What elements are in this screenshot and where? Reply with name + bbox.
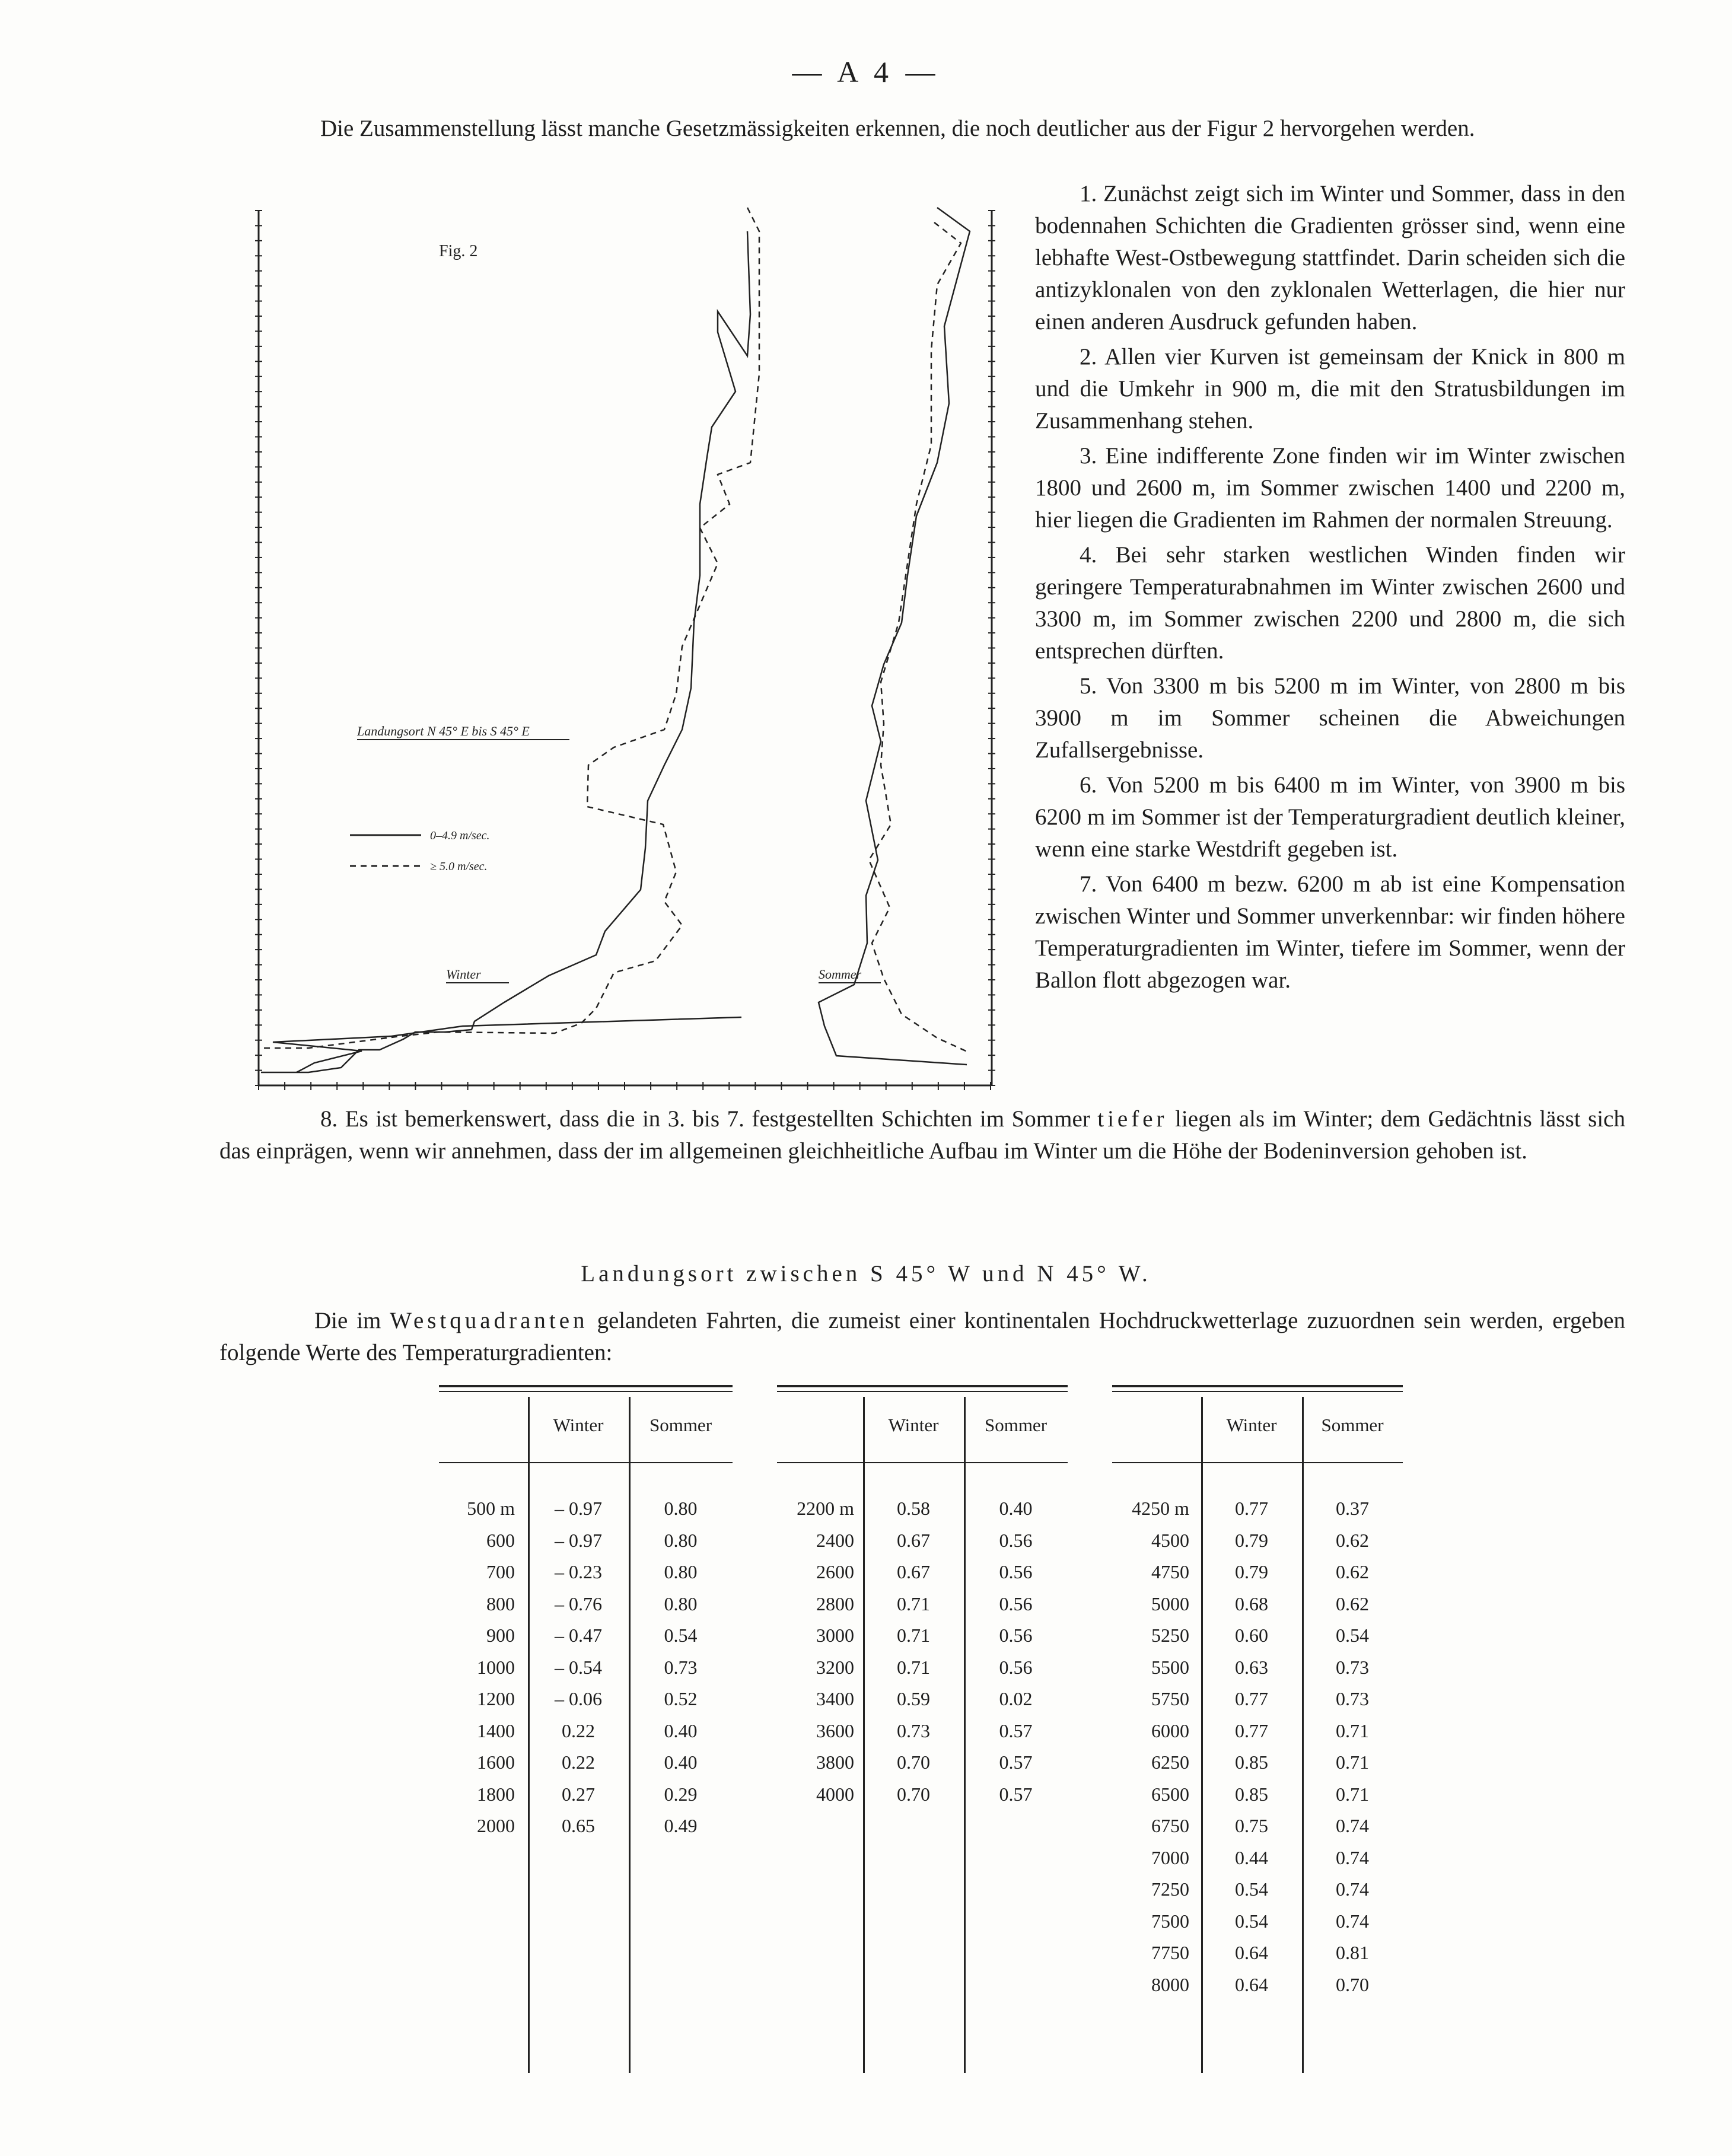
- cell-winter: 0.70: [897, 1751, 930, 1773]
- cell-height: 700: [486, 1561, 515, 1582]
- cell-height: 5500: [1151, 1656, 1189, 1678]
- cell-winter: 0.44: [1235, 1846, 1268, 1868]
- cell-height: 4000: [816, 1783, 854, 1805]
- cell-winter: 0.71: [897, 1656, 930, 1678]
- cell-height: 4250 m: [1132, 1498, 1189, 1519]
- header-winter: Winter: [888, 1415, 939, 1435]
- cell-height: 6500: [1151, 1783, 1189, 1805]
- cell-winter: 0.71: [897, 1593, 930, 1614]
- winter-curve-solid: [261, 231, 750, 1072]
- cell-sommer: 0.80: [664, 1498, 698, 1519]
- cell-height: 6750: [1151, 1815, 1189, 1836]
- cell-sommer: 0.56: [999, 1625, 1033, 1646]
- cell-winter: 0.77: [1235, 1498, 1268, 1519]
- points-column: [1035, 178, 1625, 999]
- landing-label: Landungsort N 45° E bis S 45° E: [357, 724, 530, 738]
- point-8-text-b: liegen als im Winter; dem Gedächtnis lässt sich das einprägen, wenn wir annehmen, dass der im allgemeinen gleichheitliche Aufbau im Winter um die Höhe der Bodeninversion gehoben ist.: [219, 1106, 1625, 1164]
- cell-height: 3000: [816, 1625, 854, 1646]
- cell-sommer: 0.62: [1336, 1529, 1369, 1551]
- legend-solid-label: 0–4.9 m/sec.: [430, 829, 490, 842]
- cell-sommer: 0.71: [1336, 1719, 1369, 1741]
- legend-dashed-label: ≥ 5.0 m/sec.: [430, 860, 488, 873]
- cell-winter: 0.65: [562, 1815, 595, 1836]
- point-8: [219, 1103, 1625, 1167]
- cell-winter: 0.71: [897, 1625, 930, 1646]
- cell-sommer: 0.40: [999, 1498, 1033, 1519]
- cell-sommer: 0.56: [999, 1529, 1033, 1551]
- cell-height: 6000: [1151, 1719, 1189, 1741]
- gradient-table-2: [777, 1385, 1068, 2073]
- figure-2-diagram: [225, 196, 1023, 1115]
- header-sommer: Sommer: [984, 1415, 1048, 1435]
- cell-height: 900: [486, 1625, 515, 1646]
- page-number: — A 4 —: [792, 55, 940, 88]
- cell-sommer: 0.74: [1336, 1815, 1369, 1836]
- cell-height: 8000: [1151, 1973, 1189, 1995]
- cell-sommer: 0.73: [664, 1656, 698, 1678]
- section-paragraph: [219, 1305, 1625, 1369]
- header-sommer: Sommer: [1321, 1415, 1384, 1435]
- cell-height: 1600: [477, 1751, 515, 1773]
- cell-winter: 0.64: [1235, 1973, 1268, 1995]
- cell-winter: 0.68: [1235, 1593, 1268, 1614]
- cell-winter: 0.85: [1235, 1751, 1268, 1773]
- cell-winter: – 0.23: [555, 1561, 602, 1582]
- cell-winter: 0.85: [1235, 1783, 1268, 1805]
- cell-sommer: 0.57: [999, 1719, 1033, 1741]
- cell-height: 1400: [477, 1719, 515, 1741]
- cell-sommer: 0.57: [999, 1783, 1033, 1805]
- cell-sommer: 0.02: [999, 1688, 1033, 1709]
- cell-winter: 0.54: [1235, 1910, 1268, 1932]
- section-text-a: Die im: [314, 1308, 390, 1333]
- cell-sommer: 0.56: [999, 1656, 1033, 1678]
- label-sommer: Sommer: [819, 967, 862, 982]
- cell-height: 3800: [816, 1751, 854, 1773]
- cell-height: 5750: [1151, 1688, 1189, 1709]
- cell-height: 7750: [1151, 1942, 1189, 1963]
- cell-winter: 0.70: [897, 1783, 930, 1805]
- cell-winter: – 0.06: [555, 1688, 602, 1709]
- header-sommer: Sommer: [649, 1415, 712, 1435]
- cell-sommer: 0.49: [664, 1815, 698, 1836]
- point-4: 4. Bei sehr starken westlichen Winden finden wir geringere Temperaturabnahmen im Winter zwischen 2600 und 3300 m, im Sommer zwischen 2200 und 2800 m, die sich entsprechen dürften.: [1035, 542, 1625, 664]
- cell-winter: 0.63: [1235, 1656, 1268, 1678]
- cell-sommer: 0.71: [1336, 1751, 1369, 1773]
- sommer-curve-dashed: [869, 222, 970, 1053]
- cell-sommer: 0.74: [1336, 1878, 1369, 1900]
- fig-title: Fig. 2: [439, 242, 478, 260]
- point-3: 3. Eine indifferente Zone finden wir im Winter zwischen 1800 und 2600 m, im Sommer zwischen 1400 und 2200 m, hier liegen die Gradienten im Rahmen der normalen Streuung.: [1035, 443, 1625, 533]
- cell-sommer: 0.80: [664, 1593, 698, 1614]
- cell-sommer: 0.81: [1336, 1942, 1369, 1963]
- cell-winter: 0.75: [1235, 1815, 1268, 1836]
- cell-height: 4750: [1151, 1561, 1189, 1582]
- point-5: 5. Von 3300 m bis 5200 m im Winter, von 2800 m bis 3900 m im Sommer scheinen die Abweichungen Zufallsergebnisse.: [1035, 673, 1625, 763]
- cell-sommer: 0.56: [999, 1561, 1033, 1582]
- cell-sommer: 0.71: [1336, 1783, 1369, 1805]
- section-text-b: gelandeten Fahrten, die zumeist einer kontinentalen Hochdruckwetterlage zuzuordnen sein werden, ergeben folgende Werte des Temperaturgradienten:: [219, 1308, 1626, 1365]
- cell-winter: 0.22: [562, 1751, 595, 1773]
- cell-height: 2600: [816, 1561, 854, 1582]
- cell-height: 7500: [1151, 1910, 1189, 1932]
- sommer-panel: [819, 208, 995, 1085]
- cell-sommer: 0.80: [664, 1561, 698, 1582]
- cell-height: 6250: [1151, 1751, 1189, 1773]
- cell-sommer: 0.74: [1336, 1910, 1369, 1932]
- cell-winter: 0.22: [562, 1719, 595, 1741]
- winter-panel: [255, 208, 991, 1090]
- sommer-curve-solid: [819, 208, 970, 1065]
- cell-height: 3400: [816, 1688, 854, 1709]
- header-winter: Winter: [553, 1415, 604, 1435]
- cell-winter: – 0.54: [555, 1656, 602, 1678]
- section-emphasis: Westquadranten: [390, 1308, 588, 1333]
- section-heading: Landungsort zwischen S 45° W und N 45° W.: [581, 1261, 1151, 1286]
- point-8-emphasis: tiefer: [1097, 1106, 1168, 1132]
- cell-height: 1200: [477, 1688, 515, 1709]
- cell-sommer: 0.40: [664, 1751, 698, 1773]
- cell-winter: 0.77: [1235, 1688, 1268, 1709]
- cell-sommer: 0.62: [1336, 1561, 1369, 1582]
- cell-height: 3200: [816, 1656, 854, 1678]
- gradient-table-3: [1112, 1385, 1403, 2073]
- cell-height: 7000: [1151, 1846, 1189, 1868]
- cell-sommer: 0.80: [664, 1529, 698, 1551]
- cell-sommer: 0.37: [1336, 1498, 1369, 1519]
- cell-height: 2200 m: [797, 1498, 854, 1519]
- cell-height: 2000: [477, 1815, 515, 1836]
- cell-height: 600: [486, 1529, 515, 1551]
- header-winter: Winter: [1226, 1415, 1277, 1435]
- cell-height: 1800: [477, 1783, 515, 1805]
- cell-sommer: 0.54: [664, 1625, 698, 1646]
- cell-sommer: 0.29: [664, 1783, 698, 1805]
- cell-winter: 0.58: [897, 1498, 930, 1519]
- cell-winter: 0.79: [1235, 1529, 1268, 1551]
- point-2: 2. Allen vier Kurven ist gemeinsam der Knick in 800 m und die Umkehr in 900 m, die mit den Stratusbildungen im Zusammenhang stehen.: [1035, 344, 1625, 434]
- cell-sommer: 0.62: [1336, 1593, 1369, 1614]
- point-8-text-a: 8. Es ist bemerkenswert, dass die in 3. bis 7. festgestellten Schichten im Sommer: [320, 1106, 1098, 1132]
- cell-sommer: 0.56: [999, 1593, 1033, 1614]
- cell-winter: 0.27: [562, 1783, 595, 1805]
- cell-sommer: 0.40: [664, 1719, 698, 1741]
- cell-height: 7250: [1151, 1878, 1189, 1900]
- cell-winter: 0.59: [897, 1688, 930, 1709]
- cell-sommer: 0.54: [1336, 1625, 1369, 1646]
- point-1: 1. Zunächst zeigt sich im Winter und Sommer, dass in den bodennahen Schichten die Gradienten grösser sind, wenn eine lebhafte West-Ostbewegung stattfindet. Darin scheiden sich die antizyklonalen von den zyklonalen Wetterlagen, die hier nur einen anderen Ausdruck gefunden haben.: [1035, 181, 1625, 335]
- cell-height: 500 m: [467, 1498, 515, 1519]
- cell-winter: 0.73: [897, 1719, 930, 1741]
- cell-height: 1000: [477, 1656, 515, 1678]
- cell-winter: – 0.97: [555, 1498, 602, 1519]
- label-winter: Winter: [446, 967, 481, 982]
- intro-paragraph: Die Zusammenstellung lässt manche Gesetzmässigkeiten erkennen, die noch deutlicher aus der Figur 2 hervorgehen werden.: [320, 116, 1475, 141]
- cell-height: 2800: [816, 1593, 854, 1614]
- cell-winter: 0.67: [897, 1529, 930, 1551]
- cell-winter: 0.64: [1235, 1942, 1268, 1963]
- winter-curve-dashed: [261, 208, 759, 1048]
- point-7: 7. Von 6400 m bezw. 6200 m ab ist eine Kompensation zwischen Winter und Sommer unverkennbar: wir finden höhere Temperaturgradienten im Winter, tiefere im Sommer, wenn der Ballon flott abgezogen war.: [1035, 871, 1625, 993]
- cell-winter: – 0.47: [555, 1625, 602, 1646]
- cell-sommer: 0.57: [999, 1751, 1033, 1773]
- cell-height: 800: [486, 1593, 515, 1614]
- cell-height: 5250: [1151, 1625, 1189, 1646]
- gradient-table-1: [439, 1385, 733, 2073]
- cell-sommer: 0.70: [1336, 1973, 1369, 1995]
- cell-winter: 0.60: [1235, 1625, 1268, 1646]
- cell-winter: 0.67: [897, 1561, 930, 1582]
- cell-winter: – 0.76: [555, 1593, 602, 1614]
- cell-winter: 0.77: [1235, 1719, 1268, 1741]
- cell-height: 3600: [816, 1719, 854, 1741]
- cell-winter: – 0.97: [555, 1529, 602, 1551]
- cell-height: 4500: [1151, 1529, 1189, 1551]
- cell-height: 2400: [816, 1529, 854, 1551]
- cell-winter: 0.79: [1235, 1561, 1268, 1582]
- cell-sommer: 0.52: [664, 1688, 698, 1709]
- winter-curve-lower: [273, 1017, 741, 1072]
- cell-sommer: 0.73: [1336, 1688, 1369, 1709]
- cell-sommer: 0.74: [1336, 1846, 1369, 1868]
- cell-sommer: 0.73: [1336, 1656, 1369, 1678]
- point-6: 6. Von 5200 m bis 6400 m im Winter, von 3900 m bis 6200 m im Sommer ist der Temperaturgradient deutlich kleiner, wenn eine starke Westdrift gegeben ist.: [1035, 772, 1625, 862]
- cell-winter: 0.54: [1235, 1878, 1268, 1900]
- cell-height: 5000: [1151, 1593, 1189, 1614]
